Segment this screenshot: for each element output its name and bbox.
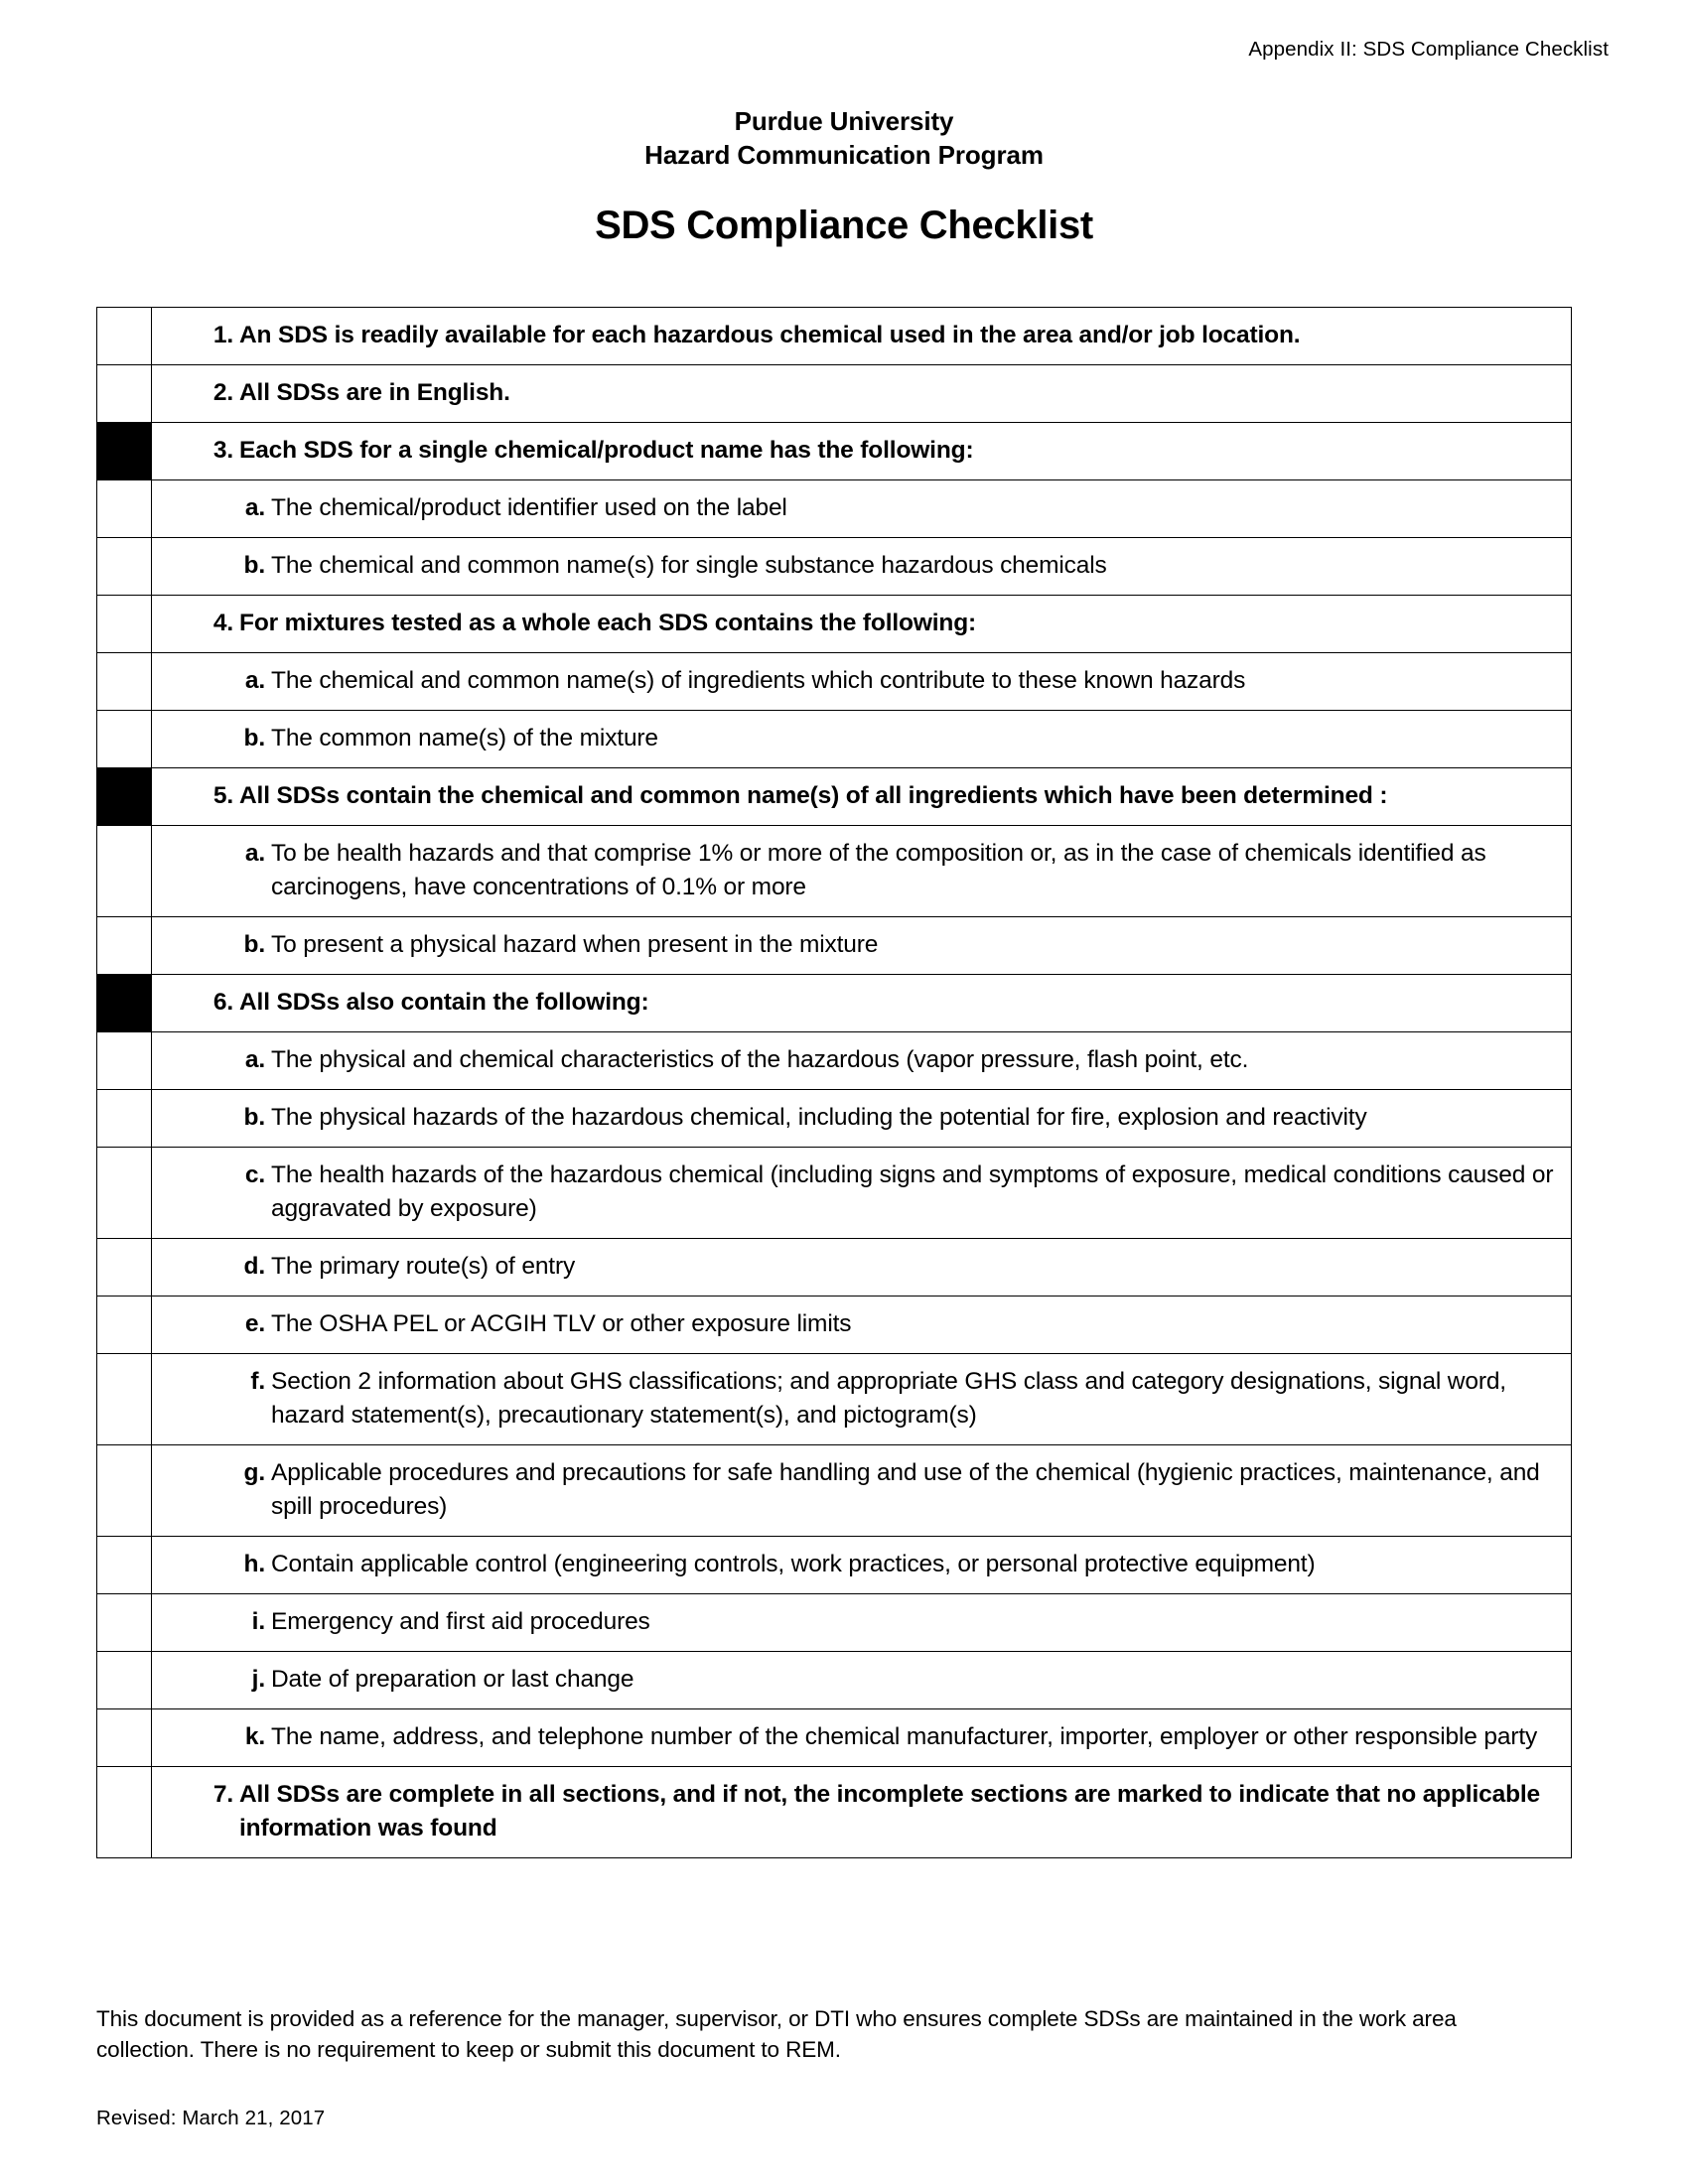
checklist-item-marker: a. — [244, 840, 265, 867]
checklist-item-marker: k. — [244, 1723, 265, 1750]
checklist-item-cell — [152, 917, 1572, 975]
checklist-item-text: The OSHA PEL or ACGIH TLV or other exposure limits — [271, 1310, 852, 1337]
checklist-checkbox-cell[interactable] — [97, 1767, 152, 1858]
checklist-checkbox-cell[interactable] — [97, 1297, 152, 1354]
checklist-item-cell — [152, 1594, 1572, 1652]
checklist-item-cell — [152, 1537, 1572, 1594]
checklist-checkbox-cell[interactable] — [97, 308, 152, 365]
checklist-checkbox-cell[interactable] — [97, 1090, 152, 1148]
checklist-item-text: The chemical/product identifier used on the label — [271, 494, 787, 521]
revision-date: Revised: March 21, 2017 — [96, 2107, 326, 2129]
checklist-item — [152, 1043, 1557, 1077]
checklist-item-cell — [152, 365, 1572, 423]
checklist-row — [97, 538, 1572, 596]
checklist-item — [152, 434, 1557, 468]
checklist-row — [97, 1445, 1572, 1537]
checklist-item-cell — [152, 480, 1572, 538]
checklist-item — [152, 1250, 1557, 1284]
checklist-item-text: The physical and chemical characteristics of the hazardous (vapor pressure, flash point, etc. — [271, 1046, 1249, 1073]
checklist-item-cell — [152, 1032, 1572, 1090]
checklist-checkbox-cell[interactable] — [97, 1354, 152, 1445]
footer-note: This document is provided as a reference for the manager, supervisor, or DTI who ensures complete SDSs are maintained in the work area collection. There is no requirement to keep or submit this document to REM. — [96, 2006, 1457, 2062]
page-title: SDS Compliance Checklist — [595, 204, 1093, 247]
checklist-row — [97, 1594, 1572, 1652]
checklist-row — [97, 826, 1572, 917]
checklist-row — [97, 365, 1572, 423]
checklist-item-text: Emergency and first aid procedures — [271, 1608, 650, 1635]
checklist-item-marker: 3. — [212, 437, 233, 464]
checklist-item — [152, 664, 1557, 698]
checklist-row — [97, 1090, 1572, 1148]
checklist-item-cell — [152, 1239, 1572, 1297]
checklist-row — [97, 1032, 1572, 1090]
program-name: Hazard Communication Program — [644, 140, 1044, 170]
checklist-item-cell — [152, 1297, 1572, 1354]
checklist-row — [97, 711, 1572, 768]
checklist-item — [152, 607, 1557, 640]
checklist-item-marker: a. — [244, 1046, 265, 1073]
checklist-item-text: The primary route(s) of entry — [271, 1253, 576, 1280]
checklist-item — [152, 1778, 1557, 1845]
checklist-item-cell — [152, 308, 1572, 365]
organization-name: Purdue University — [734, 106, 954, 136]
checklist-item — [152, 491, 1557, 525]
checklist-checkbox-cell[interactable] — [97, 711, 152, 768]
checklist-item — [152, 1365, 1557, 1433]
checklist-item-cell — [152, 1354, 1572, 1445]
checklist-item-marker: b. — [243, 552, 265, 579]
checklist-row — [97, 480, 1572, 538]
checklist-row — [97, 1537, 1572, 1594]
checklist-item-marker: d. — [243, 1253, 265, 1280]
checklist-item-marker: c. — [244, 1161, 265, 1188]
checklist-row — [97, 1297, 1572, 1354]
checklist-item-cell — [152, 1767, 1572, 1858]
checklist-row — [97, 1239, 1572, 1297]
checklist-item-marker: i. — [251, 1608, 265, 1635]
checklist-item-marker: 2. — [212, 379, 233, 406]
checklist-item-marker: f. — [250, 1368, 265, 1395]
checklist-item-marker: 1. — [212, 322, 233, 348]
checklist-item-cell — [152, 711, 1572, 768]
checklist-checkbox-cell[interactable] — [97, 423, 152, 480]
checklist-checkbox-cell[interactable] — [97, 1239, 152, 1297]
checklist-item-text: An SDS is readily available for each hazardous chemical used in the area and/or job location. — [239, 322, 1301, 348]
checklist-item — [152, 1605, 1557, 1639]
checklist-row — [97, 308, 1572, 365]
checklist-item-text: All SDSs contain the chemical and common name(s) of all ingredients which have been determined : — [239, 782, 1388, 809]
checklist-row — [97, 768, 1572, 826]
checklist-item-marker: a. — [244, 667, 265, 694]
checklist-item — [152, 986, 1557, 1020]
checklist-item-marker: 6. — [212, 989, 233, 1016]
checklist-item-text: The chemical and common name(s) for single substance hazardous chemicals — [271, 552, 1107, 579]
checklist-checkbox-cell[interactable] — [97, 653, 152, 711]
checklist-item — [152, 376, 1557, 410]
checklist-item-text: For mixtures tested as a whole each SDS contains the following: — [239, 610, 977, 636]
checklist-item — [152, 779, 1557, 813]
checklist-checkbox-cell[interactable] — [97, 768, 152, 826]
checklist-item-cell — [152, 1090, 1572, 1148]
checklist-item-cell — [152, 1445, 1572, 1537]
checklist-item — [152, 722, 1557, 755]
checklist-item-marker: b. — [243, 1104, 265, 1131]
checklist-row — [97, 1767, 1572, 1858]
checklist-item-marker: g. — [243, 1459, 265, 1486]
checklist-checkbox-cell[interactable] — [97, 480, 152, 538]
checklist-item-cell — [152, 653, 1572, 711]
checklist-item-marker: b. — [243, 931, 265, 958]
checklist-item — [152, 1307, 1557, 1341]
checklist-row — [97, 1354, 1572, 1445]
checklist-item-marker: 5. — [212, 782, 233, 809]
checklist-item-text: The physical hazards of the hazardous chemical, including the potential for fire, explosion and reactivity — [271, 1104, 1367, 1131]
checklist-item — [152, 1101, 1557, 1135]
checklist-item-text: To present a physical hazard when present in the mixture — [271, 931, 879, 958]
checklist-item-cell — [152, 596, 1572, 653]
title-block — [0, 104, 1688, 249]
checklist-checkbox-cell[interactable] — [97, 596, 152, 653]
checklist-item-cell — [152, 1652, 1572, 1709]
checklist-checkbox-cell[interactable] — [97, 538, 152, 596]
checklist-item-cell — [152, 1709, 1572, 1767]
checklist-item-cell — [152, 1148, 1572, 1239]
checklist-item-text: The health hazards of the hazardous chemical (including signs and symptoms of exposure, medical conditions caused or aggravated by exposure) — [271, 1161, 1554, 1222]
checklist-row — [97, 653, 1572, 711]
checklist-item — [152, 549, 1557, 583]
checklist-item-cell — [152, 538, 1572, 596]
checklist-checkbox-cell[interactable] — [97, 1709, 152, 1767]
checklist-item-text: Applicable procedures and precautions for safe handling and use of the chemical (hygienic practices, maintenance, and spill procedures) — [271, 1459, 1540, 1520]
checklist-checkbox-cell[interactable] — [97, 1032, 152, 1090]
checklist-item-text: Each SDS for a single chemical/product name has the following: — [239, 437, 974, 464]
sds-compliance-checklist-table — [96, 307, 1572, 1858]
checklist-checkbox-cell[interactable] — [97, 917, 152, 975]
checklist-item-cell — [152, 975, 1572, 1032]
checklist-checkbox-cell[interactable] — [97, 365, 152, 423]
checklist-item-text: To be health hazards and that comprise 1% or more of the composition or, as in the case of chemicals identified as carcinogens, have concentrations of 0.1% or more — [271, 840, 1486, 900]
checklist-item — [152, 928, 1557, 962]
checklist-item-marker: h. — [243, 1551, 265, 1577]
checklist-item — [152, 1548, 1557, 1581]
checklist-item-text: The name, address, and telephone number of the chemical manufacturer, importer, employer or other responsible party — [271, 1723, 1538, 1750]
checklist-item-text: The common name(s) of the mixture — [271, 725, 658, 751]
checklist-checkbox-cell[interactable] — [97, 826, 152, 917]
checklist-row — [97, 423, 1572, 480]
checklist-item — [152, 1663, 1557, 1697]
checklist-item-text: All SDSs are complete in all sections, and if not, the incomplete sections are marked to indicate that no applicable information was found — [239, 1781, 1541, 1842]
checklist-row — [97, 975, 1572, 1032]
checklist-item — [152, 837, 1557, 904]
checklist-item-text: All SDSs also contain the following: — [239, 989, 649, 1016]
checklist-item-marker: 4. — [212, 610, 233, 636]
checklist-row — [97, 596, 1572, 653]
checklist-item-text: Contain applicable control (engineering controls, work practices, or personal protective equipment) — [271, 1551, 1316, 1577]
checklist-row — [97, 1709, 1572, 1767]
checklist-body — [97, 308, 1572, 1858]
checklist-item-marker: e. — [244, 1310, 265, 1337]
checklist-item-marker: b. — [243, 725, 265, 751]
checklist-item — [152, 319, 1557, 352]
checklist-item-text: All SDSs are in English. — [239, 379, 510, 406]
checklist-checkbox-cell[interactable] — [97, 1594, 152, 1652]
checklist-item — [152, 1456, 1557, 1524]
checklist-item-text: The chemical and common name(s) of ingredients which contribute to these known hazards — [271, 667, 1246, 694]
running-header: Appendix II: SDS Compliance Checklist — [1248, 38, 1609, 61]
checklist-checkbox-cell[interactable] — [97, 1652, 152, 1709]
checklist-row — [97, 1652, 1572, 1709]
checklist-item-cell — [152, 423, 1572, 480]
checklist-row — [97, 917, 1572, 975]
checklist-row — [97, 1148, 1572, 1239]
checklist-item-marker: 7. — [212, 1781, 233, 1808]
checklist-checkbox-cell[interactable] — [97, 1445, 152, 1537]
checklist-checkbox-cell[interactable] — [97, 1148, 152, 1239]
checklist-item-text: Section 2 information about GHS classifications; and appropriate GHS class and category designations, signal word, hazard statement(s), precautionary statement(s), and pictogram(s) — [271, 1368, 1506, 1429]
checklist-item — [152, 1159, 1557, 1226]
checklist-item-cell — [152, 768, 1572, 826]
checklist-item-cell — [152, 826, 1572, 917]
checklist-item-marker: a. — [244, 494, 265, 521]
checklist-item — [152, 1720, 1557, 1754]
checklist-item-text: Date of preparation or last change — [271, 1666, 634, 1693]
checklist-checkbox-cell[interactable] — [97, 1537, 152, 1594]
checklist-checkbox-cell[interactable] — [97, 975, 152, 1032]
checklist-item-marker: j. — [251, 1666, 265, 1693]
